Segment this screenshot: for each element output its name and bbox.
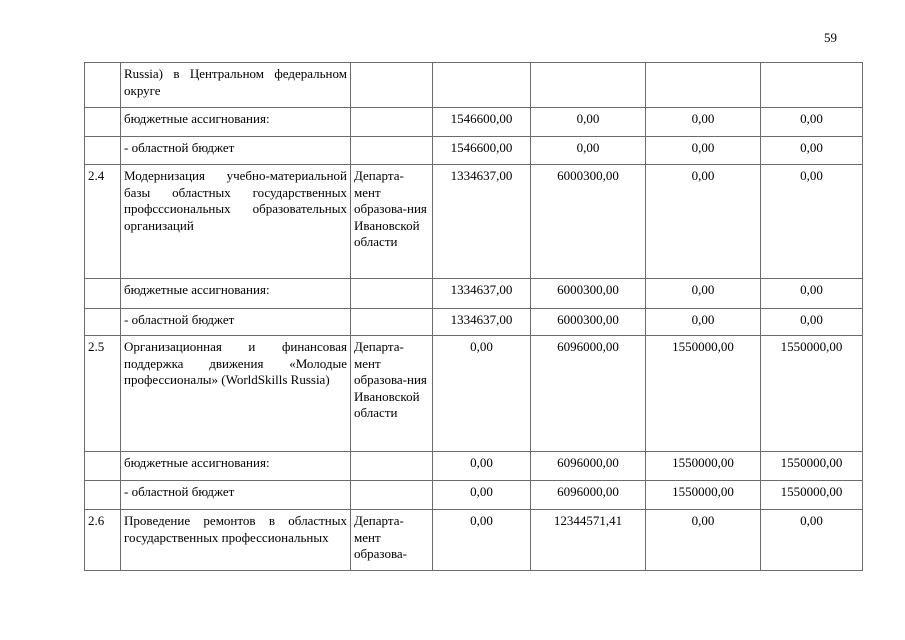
department: Департа-мент образова- xyxy=(351,510,433,571)
value-cell: 0,00 xyxy=(646,137,761,165)
value-cell: 0,00 xyxy=(646,309,761,336)
department xyxy=(351,481,433,510)
department xyxy=(351,309,433,336)
value-cell: 6096000,00 xyxy=(531,481,646,510)
table-row xyxy=(85,108,863,137)
item-name: Организационная и финансовая поддержка движения «Молодые профессионалы» (WorldSkills Russia) xyxy=(121,336,351,452)
row-number xyxy=(85,452,121,481)
value-cell: 1334637,00 xyxy=(433,165,531,279)
value-cell: 0,00 xyxy=(761,279,863,309)
value-cell: 0,00 xyxy=(531,108,646,137)
item-name: бюджетные ассигнования: xyxy=(121,452,351,481)
item-name: - областной бюджет xyxy=(121,481,351,510)
row-number xyxy=(85,63,121,108)
value-cell: 1550000,00 xyxy=(646,481,761,510)
department xyxy=(351,452,433,481)
item-name: Russia) в Центральном федеральном округе xyxy=(121,63,351,108)
table-row xyxy=(85,452,863,481)
row-number xyxy=(85,137,121,165)
row-number: 2.4 xyxy=(85,165,121,279)
row-number xyxy=(85,481,121,510)
table-row xyxy=(85,137,863,165)
value-cell: 1550000,00 xyxy=(646,336,761,452)
value-cell: 1334637,00 xyxy=(433,309,531,336)
row-number xyxy=(85,309,121,336)
value-cell xyxy=(761,63,863,108)
table-row xyxy=(85,510,863,571)
value-cell: 6000300,00 xyxy=(531,279,646,309)
value-cell: 0,00 xyxy=(531,137,646,165)
item-name: Модернизация учебно-материальной базы областных государственных профсссиональных образовательных организаций xyxy=(121,165,351,279)
page-number: 59 xyxy=(824,30,837,45)
value-cell: 0,00 xyxy=(433,481,531,510)
value-cell: 1550000,00 xyxy=(761,452,863,481)
value-cell: 0,00 xyxy=(761,510,863,571)
value-cell: 0,00 xyxy=(646,279,761,309)
value-cell: 0,00 xyxy=(761,165,863,279)
budget-table xyxy=(84,62,863,571)
department xyxy=(351,137,433,165)
table-row xyxy=(85,63,863,108)
table-row xyxy=(85,336,863,452)
row-number: 2.6 xyxy=(85,510,121,571)
value-cell: 0,00 xyxy=(761,108,863,137)
table-row xyxy=(85,309,863,336)
item-name: - областной бюджет xyxy=(121,309,351,336)
department xyxy=(351,63,433,108)
value-cell: 0,00 xyxy=(646,510,761,571)
value-cell: 1550000,00 xyxy=(646,452,761,481)
value-cell: 0,00 xyxy=(646,108,761,137)
item-name: бюджетные ассигнования: xyxy=(121,279,351,309)
item-name: - областной бюджет xyxy=(121,137,351,165)
value-cell: 0,00 xyxy=(433,452,531,481)
value-cell xyxy=(646,63,761,108)
table-row xyxy=(85,481,863,510)
value-cell: 0,00 xyxy=(761,309,863,336)
row-number: 2.5 xyxy=(85,336,121,452)
value-cell: 1546600,00 xyxy=(433,137,531,165)
value-cell: 6000300,00 xyxy=(531,309,646,336)
row-number xyxy=(85,279,121,309)
value-cell: 0,00 xyxy=(433,336,531,452)
value-cell: 12344571,41 xyxy=(531,510,646,571)
value-cell: 1550000,00 xyxy=(761,336,863,452)
item-name: Проведение ремонтов в областных государственных профессиональных xyxy=(121,510,351,571)
value-cell: 0,00 xyxy=(646,165,761,279)
table-row xyxy=(85,279,863,309)
department: Департа-мент образова-ния Ивановской области xyxy=(351,336,433,452)
department xyxy=(351,108,433,137)
value-cell: 1550000,00 xyxy=(761,481,863,510)
department xyxy=(351,279,433,309)
value-cell: 1334637,00 xyxy=(433,279,531,309)
department: Департа-мент образова-ния Ивановской области xyxy=(351,165,433,279)
value-cell: 6096000,00 xyxy=(531,336,646,452)
row-number xyxy=(85,108,121,137)
value-cell xyxy=(531,63,646,108)
value-cell: 6000300,00 xyxy=(531,165,646,279)
item-name: бюджетные ассигнования: xyxy=(121,108,351,137)
value-cell: 6096000,00 xyxy=(531,452,646,481)
table-row xyxy=(85,165,863,279)
value-cell: 0,00 xyxy=(761,137,863,165)
value-cell: 1546600,00 xyxy=(433,108,531,137)
value-cell: 0,00 xyxy=(433,510,531,571)
value-cell xyxy=(433,63,531,108)
